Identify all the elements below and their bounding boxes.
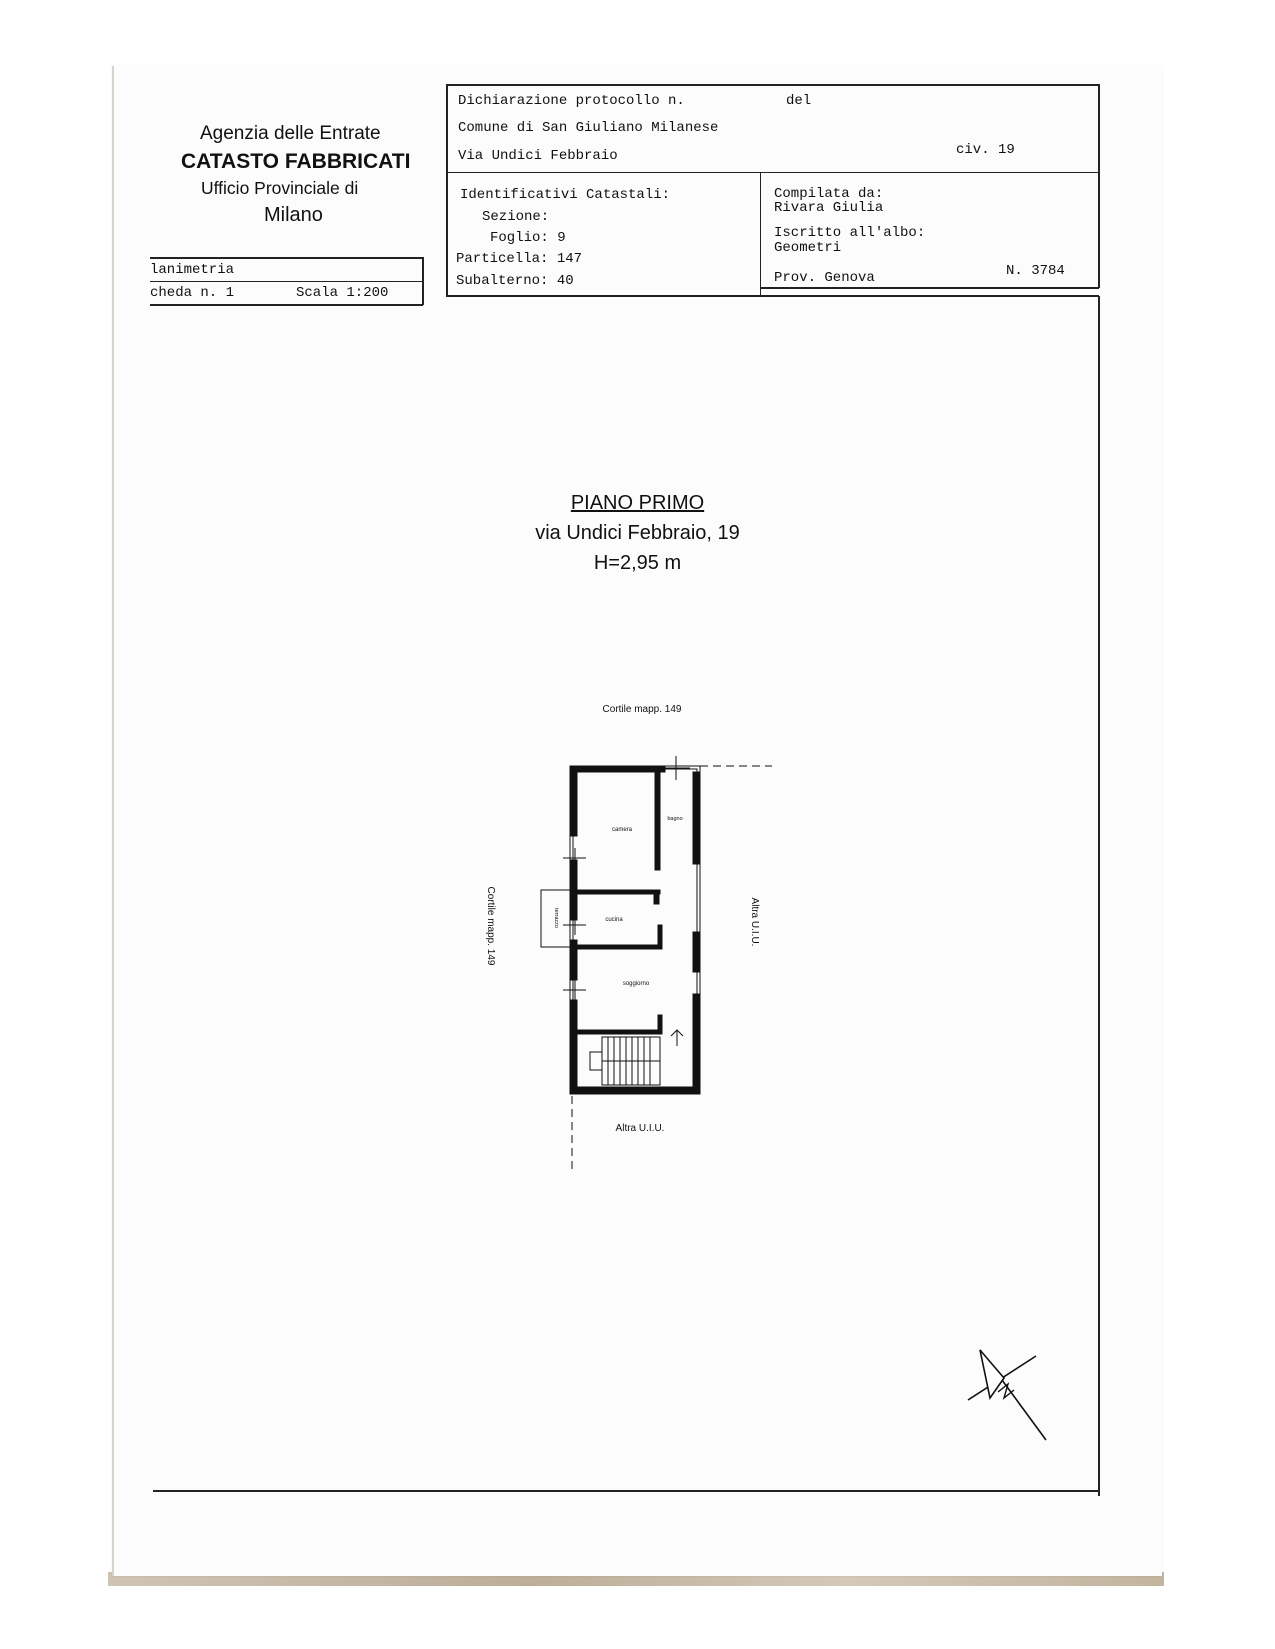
- room-living: soggiorno: [622, 981, 650, 987]
- room-bedroom: camera: [611, 827, 633, 833]
- sheet-scale: Scala 1:200: [296, 285, 389, 301]
- sezione: Sezione:: [482, 209, 550, 225]
- plan-title: PIANO PRIMO: [570, 492, 705, 514]
- agency-office: Ufficio Provinciale di: [201, 178, 359, 198]
- label-other-unit-right: Altra U.I.U.: [749, 897, 760, 947]
- compiled-by-label: Compilata da:: [774, 186, 884, 202]
- comune: Comune di San Giuliano Milanese: [458, 120, 719, 136]
- north-arrow-icon: [968, 1350, 1046, 1440]
- plan-address: via Undici Febbraio, 19: [535, 522, 740, 544]
- foglio: Foglio: 9: [490, 230, 566, 246]
- registry: Geometri: [774, 240, 842, 256]
- agency-city: Milano: [264, 204, 323, 226]
- registered-label: Iscritto all'albo:: [774, 225, 926, 241]
- label-courtyard-top: Cortile mapp. 149: [602, 704, 682, 715]
- registration-number: N. 3784: [1006, 263, 1065, 279]
- room-kitchen: cucina: [605, 917, 623, 923]
- room-bathroom: bagno: [667, 816, 683, 822]
- particella: Particella: 147: [456, 251, 583, 267]
- identifiers-title: Identificativi Catastali:: [460, 187, 671, 203]
- civic-number: civ. 19: [956, 142, 1015, 158]
- province: Prov. Genova: [774, 270, 875, 286]
- del-label: del: [786, 93, 812, 109]
- plan-height: H=2,95 m: [593, 552, 682, 574]
- agency-department: CATASTO FABBRICATI: [181, 150, 411, 173]
- sheet-type: lanimetria: [150, 262, 235, 278]
- subalterno: Subalterno: 40: [456, 273, 574, 289]
- label-other-unit-bottom: Altra U.I.U.: [615, 1123, 665, 1134]
- protocol-label: Dichiarazione protocollo n.: [458, 93, 685, 109]
- label-courtyard-left: Cortile mapp. 149: [485, 886, 496, 966]
- room-terrace: terrazzo: [553, 908, 559, 928]
- sheet-number: cheda n. 1: [150, 285, 235, 301]
- via: Via Undici Febbraio: [458, 148, 618, 164]
- compiler-name: Rivara Giulia: [774, 200, 884, 216]
- agency-name: Agenzia delle Entrate: [200, 123, 381, 144]
